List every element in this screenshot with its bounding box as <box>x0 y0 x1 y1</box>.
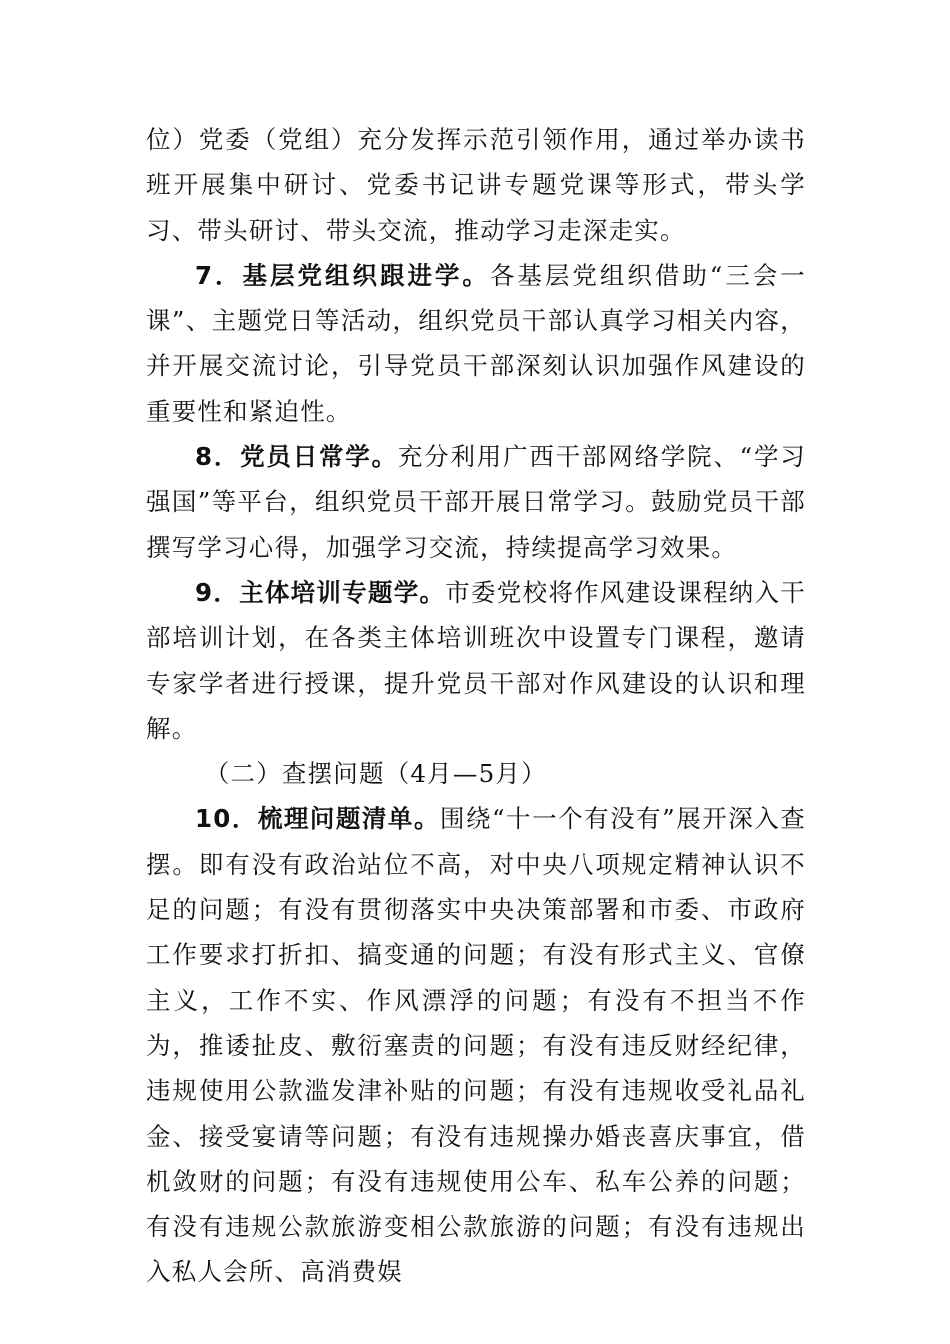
item-heading: 7．基层党组织跟进学。 <box>195 260 490 290</box>
paragraph-item-7 <box>146 253 806 434</box>
paragraph-item-9 <box>146 570 806 751</box>
item-body: 充分利用广西干部网络学院、“学习强国”等平台，组织党员干部开展日常学习。鼓励党员干部撰写学习心得，加强学习交流，持续提高学习效果。 <box>146 442 806 562</box>
paragraph-continuation <box>146 117 806 253</box>
paragraph-text: 位）党委（党组）充分发挥示范引领作用，通过举办读书班开展集中研讨、党委书记讲专题党课等形式，带头学习、带头研讨、带头交流，推动学习走深走实。 <box>146 125 806 245</box>
item-heading: 10．梳理问题清单。 <box>195 804 440 834</box>
item-body: 围绕“十一个有没有”展开深入查摆。即有没有政治站位不高，对中央八项规定精神认识不足的问题；有没有贯彻落实中央决策部署和市委、市政府工作要求打折扣、搞变通的问题；有没有形式主义、官僚主义，工作不实、作风漂浮的问题；有没有不担当不作为，推诿扯皮、敷衍塞责的问题；有没有违反财经纪律，违规使用公款滥发津补贴的问题；有没有违规收受礼品礼金、接受宴请等问题；有没有违规操办婚丧喜庆事宜，借机敛财的问题；有没有违规使用公车、私车公养的问题；有没有违规公款旅游变相公款旅游的问题；有没有违规出入私人会所、高消费娱 <box>146 804 806 1287</box>
item-heading: 8．党员日常学。 <box>195 442 398 472</box>
paragraph-item-10 <box>146 796 806 1294</box>
section-title <box>146 751 806 796</box>
paragraph-item-8 <box>146 434 806 570</box>
item-heading: 9．主体培训专题学。 <box>195 577 446 607</box>
section-title-text: （二）查摆问题（4月—5月） <box>204 759 547 789</box>
item-body: 市委党校将作风建设课程纳入干部培训计划，在各类主体培训班次中设置专门课程，邀请专家学者进行授课，提升党员干部对作风建设的认识和理解。 <box>146 577 806 743</box>
document-body <box>146 117 806 1295</box>
item-body: 各基层党组织借助“三会一课”、主题党日等活动，组织党员干部认真学习相关内容，并开展交流讨论，引导党员干部深刻认识加强作风建设的重要性和紧迫性。 <box>146 260 806 426</box>
